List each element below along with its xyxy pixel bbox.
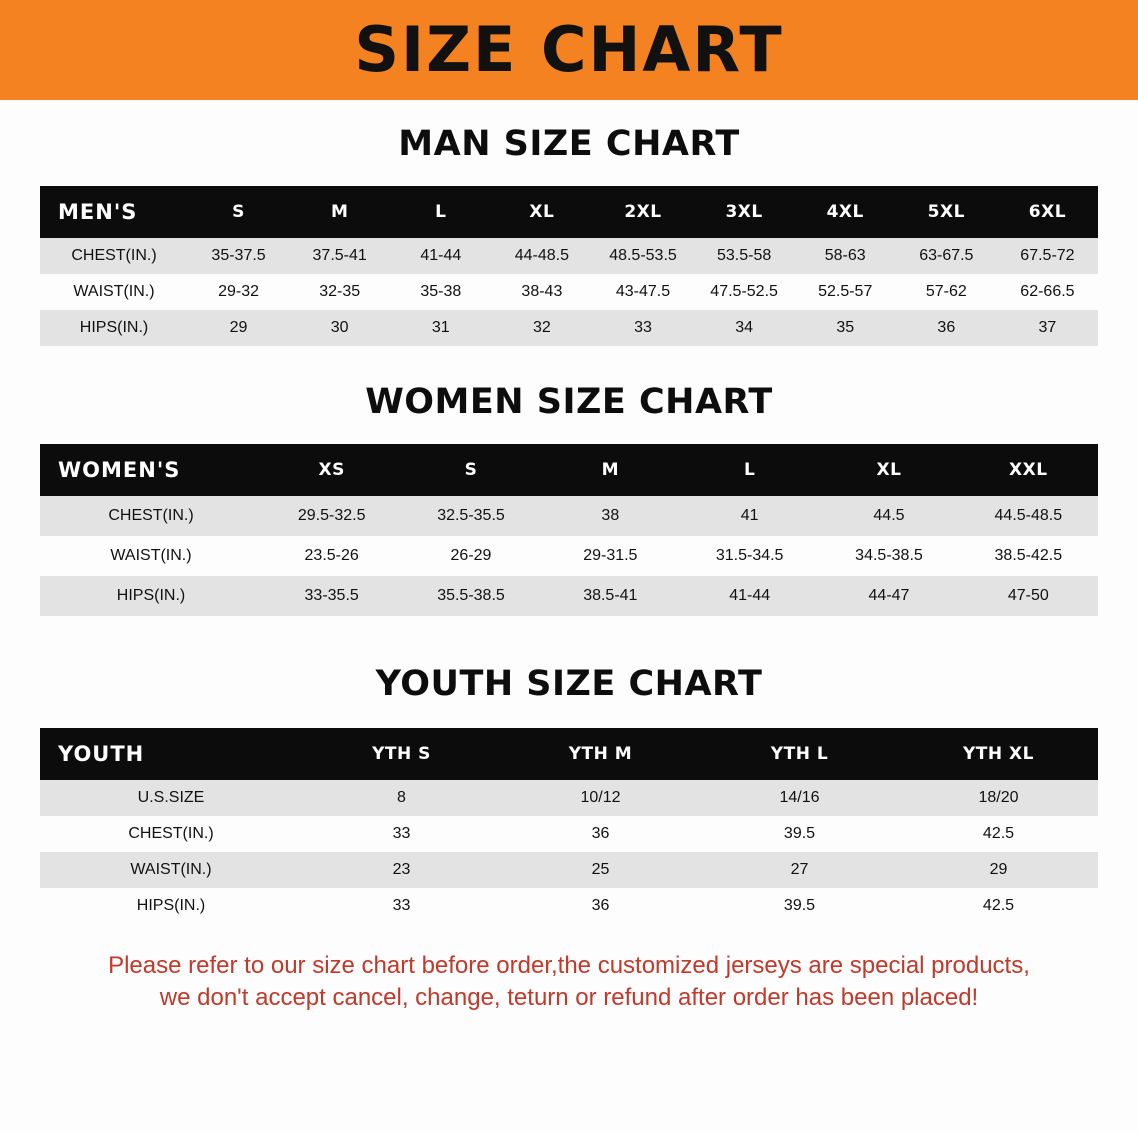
table-header-row [40, 728, 1098, 780]
women-section-heading: WOMEN SIZE CHART [365, 382, 773, 422]
youth-table-wrap [0, 728, 1138, 924]
cell: 38.5-42.5 [959, 536, 1098, 576]
cell: 44.5 [819, 496, 958, 536]
row-label: CHEST(IN.) [40, 496, 262, 536]
cell: 52.5-57 [795, 274, 896, 310]
column-header: M [289, 186, 390, 238]
table-row [40, 888, 1098, 924]
cell: 48.5-53.5 [592, 238, 693, 274]
cell: 8 [302, 780, 501, 816]
column-header: MEN'S [40, 186, 188, 238]
column-header: 3XL [694, 186, 795, 238]
table-row [40, 310, 1098, 346]
cell: 25 [501, 852, 700, 888]
cell: 35-38 [390, 274, 491, 310]
row-label: HIPS(IN.) [40, 576, 262, 616]
table-row [40, 274, 1098, 310]
row-label: HIPS(IN.) [40, 888, 302, 924]
cell: 47-50 [959, 576, 1098, 616]
women-size-table [40, 444, 1098, 616]
cell: 31.5-34.5 [680, 536, 819, 576]
cell: 53.5-58 [694, 238, 795, 274]
cell: 10/12 [501, 780, 700, 816]
cell: 39.5 [700, 888, 899, 924]
cell: 34.5-38.5 [819, 536, 958, 576]
column-header: XXL [959, 444, 1098, 496]
man-size-table [40, 186, 1098, 346]
cell: 67.5-72 [997, 238, 1098, 274]
column-header: 6XL [997, 186, 1098, 238]
cell: 38-43 [491, 274, 592, 310]
cell: 44.5-48.5 [959, 496, 1098, 536]
column-header: XS [262, 444, 401, 496]
cell: 38.5-41 [541, 576, 680, 616]
cell: 18/20 [899, 780, 1098, 816]
man-table-wrap [0, 186, 1138, 346]
column-header: YTH L [700, 728, 899, 780]
column-header: YTH S [302, 728, 501, 780]
cell: 35-37.5 [188, 238, 289, 274]
cell: 29 [188, 310, 289, 346]
cell: 29.5-32.5 [262, 496, 401, 536]
cell: 33-35.5 [262, 576, 401, 616]
cell: 42.5 [899, 816, 1098, 852]
table-row [40, 496, 1098, 536]
column-header: S [401, 444, 540, 496]
column-header: YTH XL [899, 728, 1098, 780]
table-row [40, 816, 1098, 852]
cell: 42.5 [899, 888, 1098, 924]
cell: 33 [592, 310, 693, 346]
cell: 63-67.5 [896, 238, 997, 274]
cell: 38 [541, 496, 680, 536]
youth-size-table [40, 728, 1098, 924]
row-label: WAIST(IN.) [40, 536, 262, 576]
row-label: U.S.SIZE [40, 780, 302, 816]
cell: 27 [700, 852, 899, 888]
row-label: WAIST(IN.) [40, 274, 188, 310]
cell: 37.5-41 [289, 238, 390, 274]
row-label: CHEST(IN.) [40, 816, 302, 852]
women-table-wrap [0, 444, 1138, 616]
column-header: M [541, 444, 680, 496]
table-row [40, 780, 1098, 816]
cell: 32.5-35.5 [401, 496, 540, 536]
disclaimer-line-2: we don't accept cancel, change, teturn or refund after order has been placed! [159, 983, 979, 1011]
cell: 34 [694, 310, 795, 346]
column-header: WOMEN'S [40, 444, 262, 496]
cell: 62-66.5 [997, 274, 1098, 310]
cell: 23.5-26 [262, 536, 401, 576]
cell: 47.5-52.5 [694, 274, 795, 310]
cell: 39.5 [700, 816, 899, 852]
cell: 35.5-38.5 [401, 576, 540, 616]
cell: 43-47.5 [592, 274, 693, 310]
column-header: 2XL [592, 186, 693, 238]
cell: 31 [390, 310, 491, 346]
cell: 29 [899, 852, 1098, 888]
page-title: SIZE CHART [354, 13, 784, 86]
cell: 36 [896, 310, 997, 346]
cell: 41-44 [390, 238, 491, 274]
cell: 33 [302, 816, 501, 852]
table-row [40, 852, 1098, 888]
column-header: 5XL [896, 186, 997, 238]
column-header: S [188, 186, 289, 238]
cell: 33 [302, 888, 501, 924]
table-header-row [40, 444, 1098, 496]
column-header: L [390, 186, 491, 238]
cell: 26-29 [401, 536, 540, 576]
table-header-row [40, 186, 1098, 238]
column-header: YTH M [501, 728, 700, 780]
cell: 44-48.5 [491, 238, 592, 274]
cell: 36 [501, 816, 700, 852]
cell: 29-31.5 [541, 536, 680, 576]
disclaimer-note [36, 950, 1102, 1014]
cell: 32-35 [289, 274, 390, 310]
row-label: WAIST(IN.) [40, 852, 302, 888]
cell: 29-32 [188, 274, 289, 310]
row-label: HIPS(IN.) [40, 310, 188, 346]
cell: 57-62 [896, 274, 997, 310]
column-header: YOUTH [40, 728, 302, 780]
banner [0, 0, 1138, 100]
cell: 37 [997, 310, 1098, 346]
youth-section-heading: YOUTH SIZE CHART [375, 664, 763, 704]
column-header: XL [819, 444, 958, 496]
table-row [40, 576, 1098, 616]
table-row [40, 536, 1098, 576]
cell: 32 [491, 310, 592, 346]
cell: 23 [302, 852, 501, 888]
table-row [40, 238, 1098, 274]
cell: 41-44 [680, 576, 819, 616]
cell: 36 [501, 888, 700, 924]
column-header: L [680, 444, 819, 496]
disclaimer-line-1: Please refer to our size chart before order,the customized jerseys are special products, [108, 952, 1030, 979]
row-label: CHEST(IN.) [40, 238, 188, 274]
column-header: XL [491, 186, 592, 238]
cell: 44-47 [819, 576, 958, 616]
man-section-heading: MAN SIZE CHART [398, 124, 740, 164]
cell: 58-63 [795, 238, 896, 274]
cell: 41 [680, 496, 819, 536]
cell: 14/16 [700, 780, 899, 816]
column-header: 4XL [795, 186, 896, 238]
cell: 35 [795, 310, 896, 346]
cell: 30 [289, 310, 390, 346]
